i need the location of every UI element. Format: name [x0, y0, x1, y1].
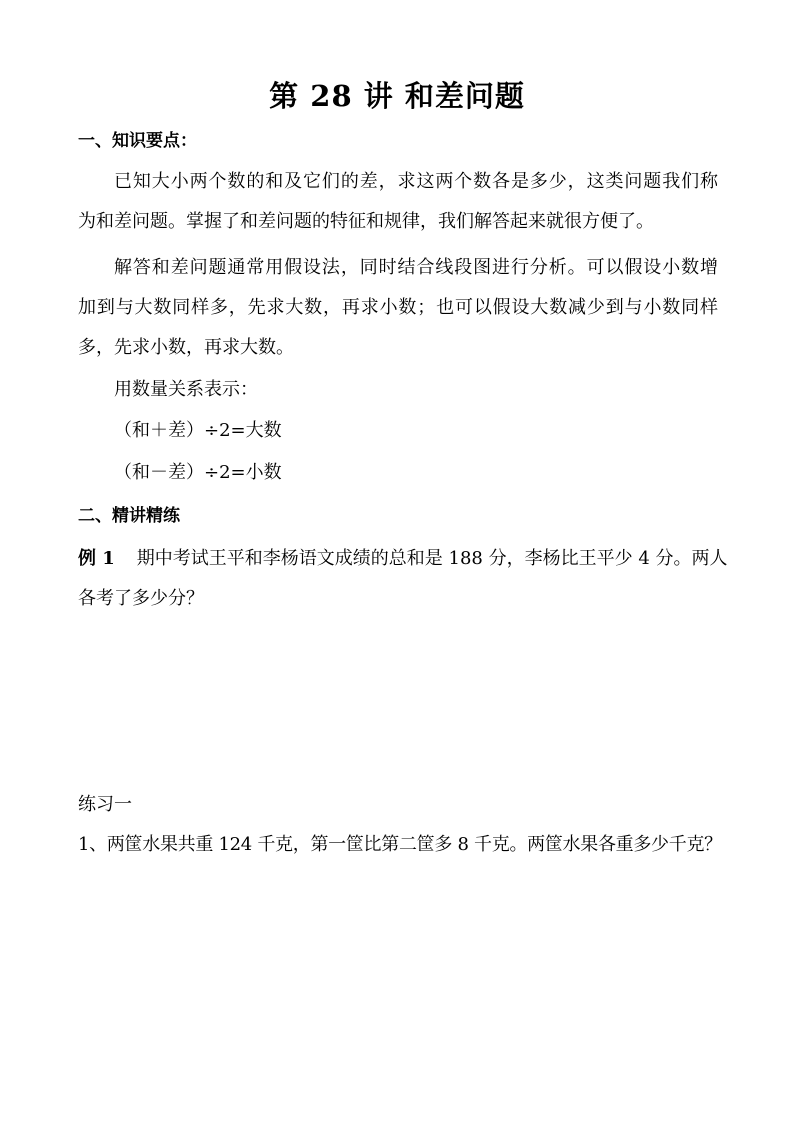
paragraph-intro-line-1: 已知大小两个数的和及它们的差，求这两个数各是多少，这类问题我们称 [114, 171, 718, 192]
paragraph-relation: 用数量关系表示： [114, 379, 258, 400]
section-heading-knowledge: 一、知识要点： [78, 131, 197, 151]
paragraph-method-line-3: 多，先求小数，再求大数。 [78, 337, 294, 358]
formula-small-number: （和－差）÷2=小数 [114, 462, 282, 483]
formula-large-number: （和＋差）÷2=大数 [114, 420, 282, 441]
example-1-line-2: 各考了多少分？ [78, 588, 204, 609]
page-title: 第 28 讲 和差问题 [269, 79, 525, 113]
practice-item-1: 1、两筐水果共重 124 千克，第一筐比第二筐多 8 千克。两筐水果各重多少千克？ [78, 834, 722, 855]
paragraph-intro-line-2: 为和差问题。掌握了和差问题的特征和规律，我们解答起来就很方便了。 [78, 211, 654, 232]
section-heading-practice: 二、精讲精练 [78, 506, 180, 526]
example-label: 例 1 [78, 548, 115, 569]
example-1-text: 期中考试王平和李杨语文成绩的总和是 188 分，李杨比王平少 4 分。两人 [136, 548, 728, 569]
paragraph-method-line-1: 解答和差问题通常用假设法，同时结合线段图进行分析。可以假设小数增 [114, 257, 718, 278]
practice-heading: 练习一 [78, 794, 132, 815]
example-1-line-1 [78, 547, 728, 571]
paragraph-method-line-2: 加到与大数同样多，先求大数，再求小数；也可以假设大数减少到与小数同样 [78, 297, 718, 318]
